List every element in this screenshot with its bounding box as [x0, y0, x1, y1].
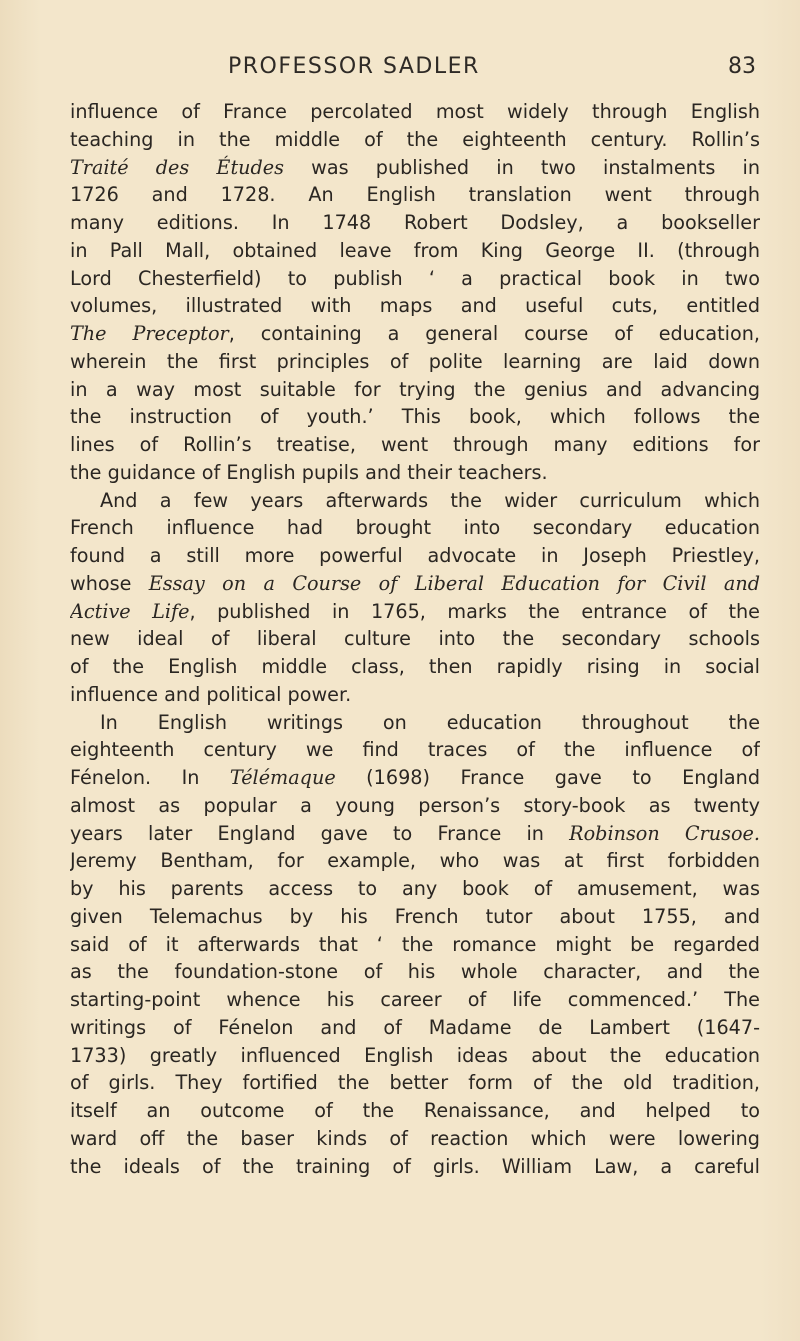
text-run: in a way most suitable for trying the genius and advancing	[70, 377, 760, 401]
text-line	[70, 736, 760, 764]
text-run: in Pall Mall, obtained leave from King George II. (through	[70, 238, 760, 262]
text-line	[70, 958, 760, 986]
text-line	[70, 625, 760, 653]
text-line	[70, 570, 760, 598]
body-text	[70, 98, 760, 1180]
running-head: PROFESSOR SADLER	[228, 54, 480, 79]
text-line	[70, 681, 760, 709]
text-line	[70, 598, 760, 626]
text-run: wherein the first principles of polite learning are laid down	[70, 349, 760, 373]
text-run: itself an outcome of the Renaissance, and helped to	[70, 1099, 760, 1122]
text-line	[70, 154, 760, 182]
text-line	[70, 653, 760, 681]
text-run: influence and political power.	[70, 682, 352, 706]
text-run: writings of Fénelon and of Madame de Lambert (1647-	[70, 1015, 760, 1039]
text-run: new ideal of liberal culture into the secondary schools	[70, 627, 760, 651]
text-line	[70, 209, 760, 237]
text-run: ward off the baser kinds of reaction which were lowering	[70, 1126, 760, 1150]
text-run: 1733) greatly influenced English ideas about the education	[70, 1043, 760, 1067]
text-run: of girls. They fortified the better form of the old tradition,	[70, 1071, 760, 1095]
text-line	[70, 1097, 760, 1125]
text-line	[70, 348, 760, 376]
italic-title: Télémaque	[229, 766, 336, 789]
italic-title: The Preceptor	[70, 322, 229, 345]
page-header	[70, 54, 760, 94]
text-run: 1726 and 1728. An English translation went through	[70, 183, 760, 207]
paragraph-2	[70, 487, 760, 709]
text-line	[70, 986, 760, 1014]
text-run: Jeremy Bentham, for example, who was at first forbidden	[70, 849, 760, 873]
text-run: starting-point whence his career of life commenced.’ The	[70, 988, 760, 1011]
text-run: eighteenth century we find traces of the influence of	[70, 738, 760, 762]
text-line	[70, 542, 760, 570]
text-run: lines of Rollin’s treatise, went through many editions for	[70, 433, 760, 456]
text-line	[70, 1069, 760, 1097]
text-line	[70, 431, 760, 459]
text-line	[70, 1125, 760, 1153]
text-line	[70, 1153, 760, 1181]
text-line	[70, 931, 760, 959]
text-line	[70, 237, 760, 265]
italic-title: Traité des Études	[70, 155, 284, 179]
text-run: , containing a general course of education,	[228, 322, 760, 345]
text-run: as the foundation-stone of his whole character, and the	[70, 960, 760, 984]
text-run: of the English middle class, then rapidly rising in social	[70, 655, 760, 678]
text-run: teaching in the middle of the eighteenth century. Rollin’s	[70, 127, 760, 151]
italic-title: Active Life	[70, 599, 190, 623]
text-run: And a few years afterwards the wider curriculum which	[100, 488, 760, 512]
text-line	[70, 181, 760, 209]
text-line	[70, 459, 760, 487]
text-run: influence of France percolated most widely through English	[70, 100, 760, 123]
text-line	[70, 1014, 760, 1042]
text-run: In English writings on education throughout the	[100, 710, 760, 734]
text-line	[70, 903, 760, 931]
italic-title: Robinson Crusoe.	[569, 821, 760, 845]
text-run: French influence had brought into secondary education	[70, 516, 760, 540]
text-run: years later England gave to France in	[70, 821, 570, 845]
text-line	[70, 320, 760, 348]
text-run: was published in two instalments in	[284, 155, 760, 179]
page-number: 83	[728, 54, 756, 79]
text-run: found a still more powerful advocate in Joseph Priestley,	[70, 544, 760, 567]
text-line	[70, 98, 760, 126]
text-line	[70, 126, 760, 154]
text-run: Lord Chesterfield) to publish ‘ a practical book in two	[70, 266, 760, 290]
text-line	[70, 265, 760, 293]
text-line	[70, 292, 760, 320]
text-run: Fénelon. In	[70, 766, 230, 789]
text-line	[70, 514, 760, 542]
text-run: many editions. In 1748 Robert Dodsley, a bookseller	[70, 211, 760, 234]
text-line	[70, 764, 760, 792]
paragraph-1	[70, 98, 760, 487]
text-run: the guidance of English pupils and their teachers.	[70, 460, 548, 484]
text-run: whose	[70, 571, 149, 595]
text-line	[70, 820, 760, 848]
text-run: almost as popular a young person’s story-book as twenty	[70, 793, 760, 817]
italic-title: Essay on a Course of Liberal Education for Civil and	[148, 571, 760, 595]
text-run: the instruction of youth.’ This book, which follows the	[70, 405, 760, 429]
text-line	[70, 875, 760, 903]
text-run: given Telemachus by his French tutor about 1755, and	[70, 904, 760, 928]
text-line	[70, 792, 760, 820]
paragraph-3	[70, 709, 760, 1181]
text-line	[70, 847, 760, 875]
text-line	[70, 709, 760, 737]
text-line	[70, 1042, 760, 1070]
text-run: (1698) France gave to England	[335, 766, 760, 789]
text-run: by his parents access to any book of amusement, was	[70, 877, 760, 900]
text-line	[70, 487, 760, 515]
text-line	[70, 403, 760, 431]
text-run: the ideals of the training of girls. William Law, a careful	[70, 1154, 760, 1178]
text-line	[70, 376, 760, 404]
text-run: said of it afterwards that ‘ the romance might be regarded	[70, 932, 760, 956]
text-run: volumes, illustrated with maps and useful cuts, entitled	[70, 294, 760, 318]
text-run: , published in 1765, marks the entrance of the	[189, 599, 760, 623]
